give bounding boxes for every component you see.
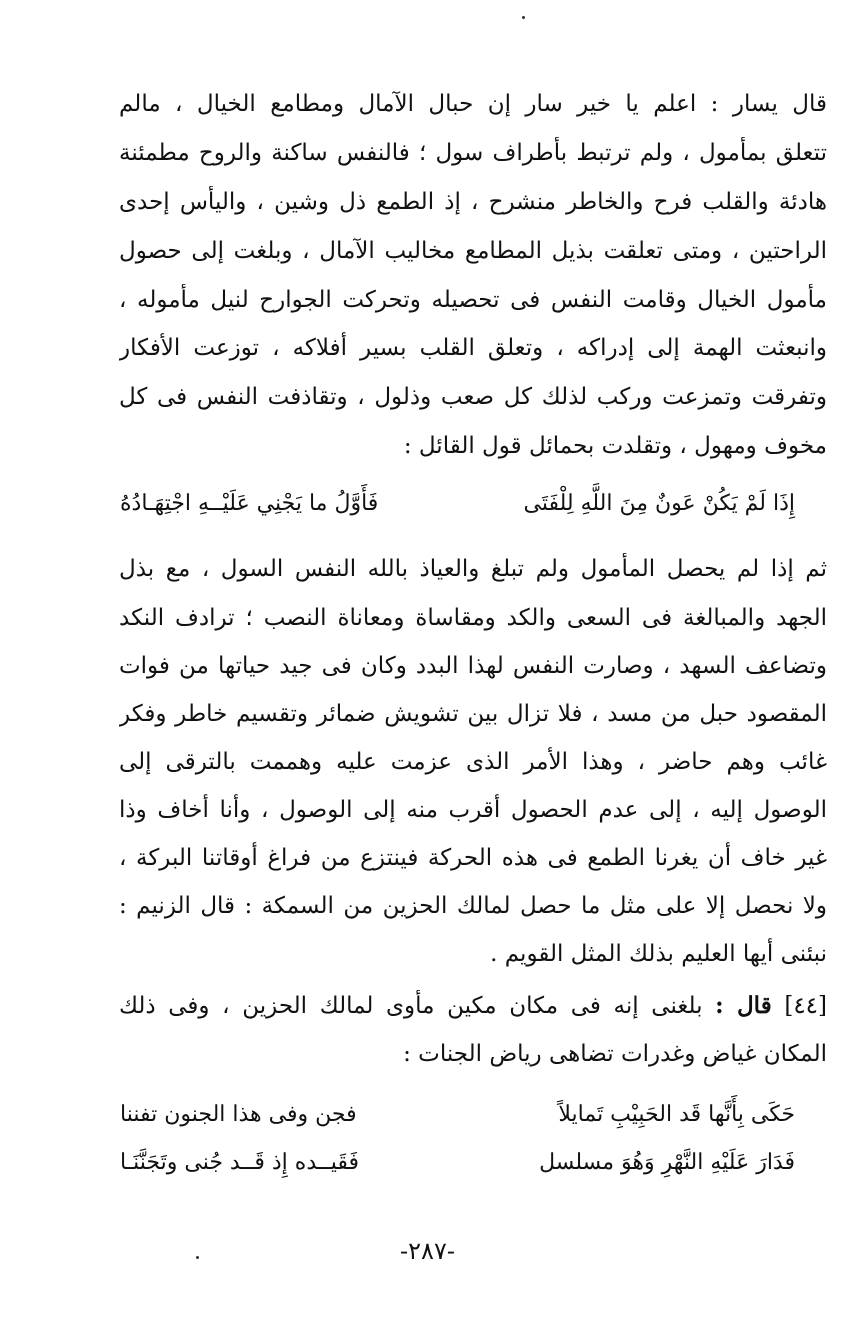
paragraph2-line-6: الوصول إليه ، إلى عدم الحصول أقرب منه إلى الوصول ، وأنا أخاف وذا	[119, 797, 827, 823]
paragraph2-line-1: ثم إذا لم يحصل المأمول ولم تبلغ والعياذ بالله النفس السول ، مع بذل	[119, 556, 827, 582]
scan-speck	[522, 16, 525, 19]
verse1-first-hemistich: إِذَا لَمْ يَكُنْ عَونٌ مِنَ اللَّهِ لِلْفَتَى	[523, 491, 795, 516]
paragraph1-line-5: مأمول الخيال وقامت النفس فى تحصيله وتحركت الجوارح لنيل مأموله ،	[119, 287, 827, 313]
verse2-line2-first-hemistich: فَدَارَ عَلَيْهِ النَّهْرِ وَهُوَ مسلسل	[539, 1150, 795, 1175]
verse2-line1-second-hemistich: فجن وفى هذا الجنون تفننا	[120, 1102, 357, 1127]
verse2-line2-second-hemistich: فَقَيــده إِذ قَــد جُنى وتَجَنَّنَـا	[120, 1150, 360, 1175]
section-number: [٤٤]	[784, 993, 827, 1019]
paragraph1-line-1: قال يسار : اعلم يا خير سار إن حبال الآمال ومطامع الخيال ، مالم	[119, 91, 827, 117]
scan-speck	[196, 1256, 199, 1259]
page-number: -٢٨٧-	[400, 1237, 455, 1265]
paragraph1-line-4: الراحتين ، ومتى تعلقت بذيل المطامع مخاليب الآمال ، وبلغت إلى حصول	[119, 238, 827, 264]
paragraph3-line-1-text: بلغنى إنه فى مكان مكين مأوى لمالك الحزين ، وفى ذلك	[119, 993, 703, 1019]
paragraph2-line-2: الجهد والمبالغة فى السعى والكد ومقاساة ومعاناة النصب ؛ ترادف النكد	[119, 605, 827, 631]
paragraph2-line-3: وتضاعف السهد ، وصارت النفس لهذا البدد وكان فى جيد حياتها من فوات	[119, 653, 827, 679]
paragraph1-line-7: وتفرقت وتمزعت وركب لذلك كل صعب وذلول ، وتقاذفت النفس فى كل	[119, 384, 827, 410]
paragraph2-line-9: نبئنى أيها العليم بذلك المثل القويم .	[490, 941, 827, 967]
paragraph3-line-1	[119, 990, 827, 1022]
verse1-second-hemistich: فَأَوَّلُ ما يَجْنِي عَلَيْــهِ اجْتِهَـادُهُ	[120, 491, 379, 516]
paragraph2-line-4: المقصود حبل من مسد ، فلا تزال بين تشويش ضمائر وتقسيم خاطر وفكر	[119, 701, 827, 727]
paragraph3-line-2: المكان غياض وغدرات تضاهى رياض الجنات :	[403, 1041, 827, 1067]
paragraph2-line-8: ولا نحصل إلا على مثل ما حصل لمالك الحزين من السمكة : قال الزنيم :	[119, 893, 827, 919]
speaker-label: قال :	[715, 992, 772, 1019]
paragraph1-line-2: تتعلق بمأمول ، ولم ترتبط بأطراف سول ؛ فالنفس ساكنة والروح مطمئنة	[119, 140, 827, 166]
paragraph1-line-3: هادئة والقلب فرح والخاطر منشرح ، إذ الطمع ذل وشين ، واليأس إحدى	[119, 189, 827, 215]
paragraph1-line-8: مخوف ومهول ، وتقلدت بحمائل قول القائل :	[403, 433, 827, 459]
paragraph2-line-5: غائب وهم حاضر ، وهذا الأمر الذى عزمت عليه وهممت بالترقى إلى	[119, 749, 827, 775]
verse2-line1-first-hemistich: حَكَى بِأَنَّها قَد الحَبِيْبِ تَمايلاً	[558, 1102, 795, 1127]
paragraph2-line-7: غير خاف أن يغرنا الطمع فى هذه الحركة فينتزع من فراغ أوقاتنا البركة ،	[119, 845, 827, 871]
paragraph1-line-6: وانبعثت الهمة إلى إدراكه ، وتعلق القلب بسير أفلاكه ، توزعت الأفكار	[119, 335, 827, 361]
